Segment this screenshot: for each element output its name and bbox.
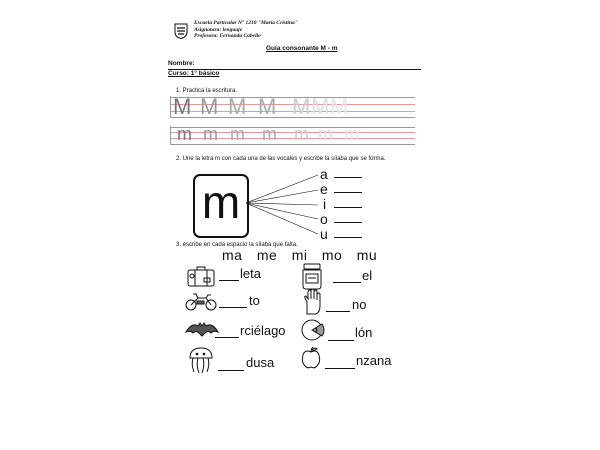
school-name: Escuela Particular N° 1210 "María Cristina" xyxy=(194,20,298,26)
word-suffix: nzana xyxy=(356,353,392,368)
school-header xyxy=(194,20,394,40)
jellyfish-icon xyxy=(187,346,215,374)
practice-row-lower xyxy=(170,126,415,146)
page-title: Guía consonante M - m xyxy=(266,45,338,52)
answer-blank[interactable] xyxy=(334,207,362,208)
answer-blank[interactable] xyxy=(328,340,354,341)
motorcycle-icon xyxy=(184,290,218,312)
word-suffix: rciélago xyxy=(240,323,286,338)
vowel-u: u xyxy=(320,226,328,242)
trace-letter: M xyxy=(330,94,349,119)
subject-line: Asignatura: lenguaje xyxy=(194,26,243,33)
trace-letter: M xyxy=(173,94,192,119)
trace-letter: m xyxy=(230,124,245,144)
trace-letter: M xyxy=(292,94,311,119)
vowel-o: o xyxy=(320,211,328,227)
trace-letter: m xyxy=(294,124,309,144)
exercise-2-instruction: 2. Une la letra m con cada una de las vocales y escribe la sílaba que se forma. xyxy=(176,156,386,162)
trace-letter: M xyxy=(200,94,219,119)
answer-blank[interactable] xyxy=(325,368,355,369)
answer-blank[interactable] xyxy=(334,177,362,178)
answer-blank[interactable] xyxy=(334,192,362,193)
answer-blank[interactable] xyxy=(334,222,362,223)
trace-letter: M xyxy=(311,94,330,119)
practice-row-upper xyxy=(170,96,415,120)
answer-blank[interactable] xyxy=(334,237,362,238)
connector-lines xyxy=(246,170,326,242)
trace-letter: m xyxy=(203,124,218,144)
exercise-3-instruction: 3. escribe en cada espacio la sílaba que falta. xyxy=(176,242,298,248)
big-letter-card xyxy=(193,174,249,238)
word-suffix: leta xyxy=(240,266,261,281)
trace-letter: m xyxy=(318,124,333,144)
answer-blank[interactable] xyxy=(219,307,247,308)
syllable: mo xyxy=(321,247,343,263)
honey-jar-icon xyxy=(300,262,324,290)
school-logo xyxy=(174,23,188,39)
vowel-i: i xyxy=(323,196,327,212)
trace-letter: m xyxy=(177,124,192,144)
syllable: mi xyxy=(291,247,308,263)
vowel-list xyxy=(320,166,365,241)
suitcase-icon xyxy=(186,264,216,288)
answer-blank[interactable] xyxy=(333,282,361,283)
word-suffix: no xyxy=(352,297,367,312)
answer-blank[interactable] xyxy=(215,337,239,338)
answer-blank[interactable] xyxy=(219,280,239,281)
word-suffix: el xyxy=(362,268,373,283)
syllable: mu xyxy=(356,247,378,263)
big-letter: m xyxy=(201,176,241,228)
trace-letter: m xyxy=(262,124,277,144)
exercise-1-instruction: 1. Practica la escritura. xyxy=(176,88,238,94)
answer-blank[interactable] xyxy=(218,370,244,371)
syllable: me xyxy=(256,247,278,263)
hand-icon xyxy=(300,288,324,316)
teacher-line: Profesora: Fernanda Cabello xyxy=(194,33,261,39)
course-label: Curso: 1° básico xyxy=(168,70,220,77)
name-label: Nombre: xyxy=(168,60,195,67)
apple-icon xyxy=(300,346,322,370)
vowel-e: e xyxy=(320,181,328,197)
syllable-bank xyxy=(222,247,377,263)
melon-icon xyxy=(300,318,328,342)
trace-letter: M xyxy=(228,94,247,119)
trace-letter: M xyxy=(258,94,277,119)
trace-letter: m xyxy=(344,124,359,144)
word-suffix: dusa xyxy=(246,355,275,370)
syllable: ma xyxy=(222,247,243,263)
word-suffix: to xyxy=(249,293,260,308)
answer-blank[interactable] xyxy=(326,311,350,312)
word-suffix: lón xyxy=(355,325,373,340)
vowel-a: a xyxy=(320,166,328,182)
